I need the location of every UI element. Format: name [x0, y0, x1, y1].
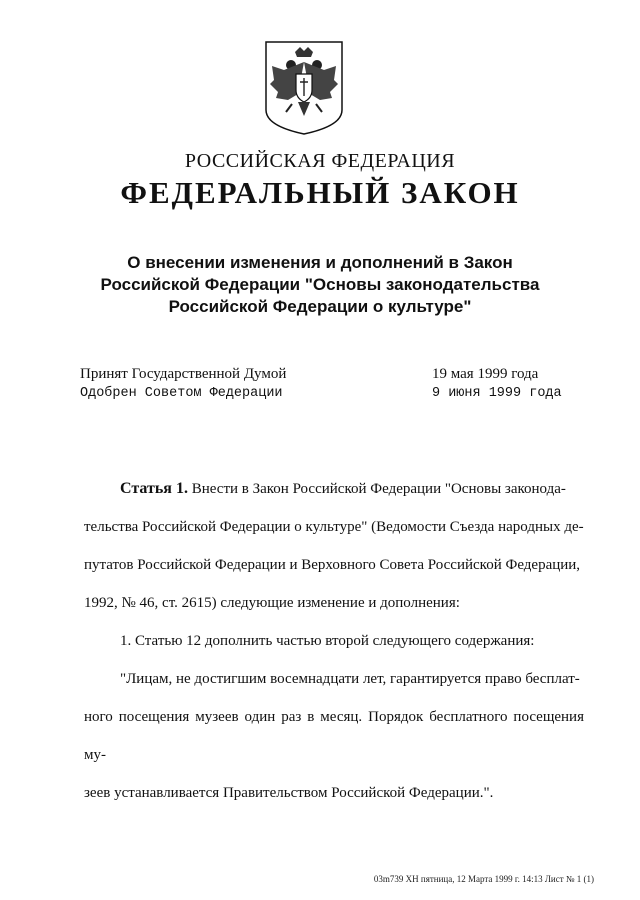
council-approval-date: 9 июня 1999 года — [432, 386, 562, 401]
article-label: Статья 1. — [120, 480, 188, 497]
item-1-paragraph: 1. Статью 12 дополнить частью второй следующего содержания: — [120, 633, 535, 649]
adoption-dates — [432, 364, 612, 404]
law-body — [84, 470, 584, 812]
article-line: тельства Российской Федерации о культуре" (Ведомости Съезда народных де- — [84, 519, 584, 535]
article-1-paragraph — [84, 470, 584, 622]
russian-coat-of-arms-icon — [264, 40, 344, 136]
quote-line: "Лицам, не достигшим восемнадцати лет, гарантируется право бесплат- — [120, 671, 580, 687]
country-name: РОССИЙСКАЯ ФЕДЕРАЦИЯ — [184, 150, 456, 172]
quote-paragraph — [84, 660, 584, 812]
duma-adoption-label: Принят Государственной Думой — [80, 366, 287, 382]
quote-line: ного посещения музеев один раз в месяц. Порядок бесплатного посещения му- — [84, 709, 584, 763]
page-footer: 03m739 XH пятница, 12 Марта 1999 г. 14:13 Лист № 1 (1) — [373, 874, 594, 884]
article-line: Внести в Закон Российской Федерации "Основы законода- — [191, 481, 566, 497]
article-line: 1992, № 46, ст. 2615) следующие изменение и дополнения: — [84, 595, 460, 611]
law-type-heading: ФЕДЕРАЛЬНЫЙ ЗАКОН — [120, 175, 520, 210]
council-approval-label: Одобрен Советом Федерации — [80, 386, 283, 401]
article-line: путатов Российской Федерации и Верховного Совета Российской Федерации, — [84, 557, 581, 573]
adoption-labels — [80, 364, 380, 404]
duma-adoption-date: 19 мая 1999 года — [432, 366, 539, 382]
law-title-line: Российской Федерации о культуре" — [168, 297, 472, 316]
quote-line: зеев устанавливается Правительством Российской Федерации.". — [84, 785, 494, 801]
law-title-line: Российской Федерации "Основы законодательства — [100, 275, 540, 294]
law-title-line: О внесении изменения и дополнений в Закон — [127, 253, 513, 272]
law-title — [60, 252, 580, 318]
